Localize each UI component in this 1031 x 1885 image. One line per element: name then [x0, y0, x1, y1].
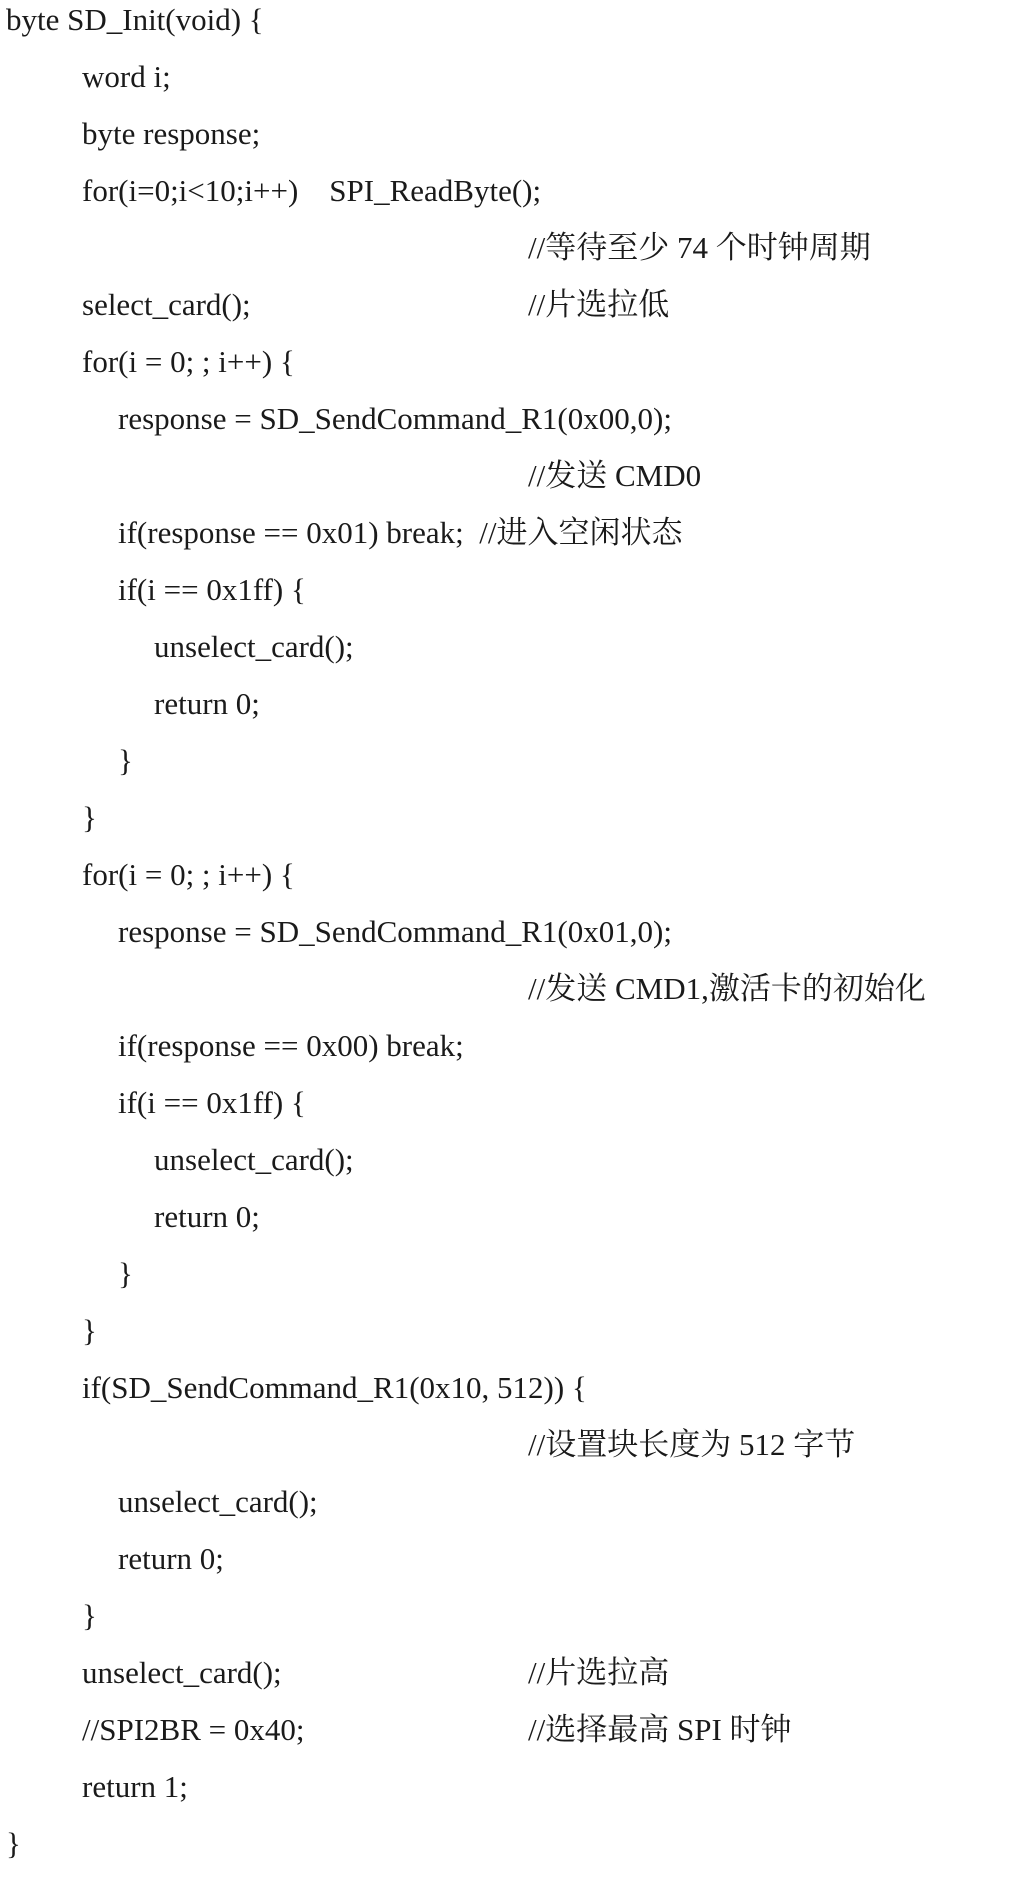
code-line: [0, 619, 1031, 675]
code-text: }: [118, 1256, 133, 1291]
code-line: [0, 1360, 1031, 1416]
code-line: [0, 1132, 1031, 1188]
code-line: [0, 163, 1031, 219]
code-line: [0, 220, 1031, 276]
code-text: if(SD_SendCommand_R1(0x10, 512)) {: [82, 1370, 587, 1405]
code-text: return 1;: [82, 1769, 188, 1804]
code-text: return 0;: [118, 1541, 224, 1576]
code-text: byte response;: [82, 116, 261, 151]
code-line: [0, 1588, 1031, 1644]
code-line: [0, 391, 1031, 447]
code-text: if(i == 0x1ff) {: [118, 1085, 306, 1120]
code-text: response = SD_SendCommand_R1(0x01,0);: [118, 914, 672, 949]
code-line: [0, 49, 1031, 105]
code-comment: //发送 CMD1,激活卡的初始化: [528, 971, 926, 1006]
code-line: [0, 334, 1031, 390]
code-text: byte SD_Init(void) {: [6, 2, 264, 37]
code-line: [0, 1759, 1031, 1815]
code-comment: //片选拉高: [528, 1655, 670, 1690]
code-line: [0, 847, 1031, 903]
code-line: [0, 505, 1031, 561]
code-text: }: [118, 743, 133, 778]
code-line: [0, 1702, 1031, 1758]
code-text: }: [6, 1826, 21, 1861]
code-line: [0, 1246, 1031, 1302]
code-comment: //选择最高 SPI 时钟: [528, 1712, 792, 1747]
code-text: return 0;: [154, 686, 260, 721]
code-line: [0, 1018, 1031, 1074]
code-line: [0, 1474, 1031, 1530]
code-line: [0, 562, 1031, 618]
code-line: [0, 1645, 1031, 1701]
code-text: if(response == 0x01) break; //进入空闲状态: [118, 515, 683, 550]
code-text: for(i = 0; ; i++) {: [82, 857, 295, 892]
code-text: unselect_card();: [82, 1655, 282, 1690]
code-line: [0, 277, 1031, 333]
code-text: select_card();: [82, 287, 251, 322]
code-line: [0, 106, 1031, 162]
code-line: [0, 1816, 1031, 1872]
code-comment: //发送 CMD0: [528, 458, 702, 493]
code-text: unselect_card();: [154, 629, 354, 664]
code-line: [0, 448, 1031, 504]
code-text: if(response == 0x00) break;: [118, 1028, 464, 1063]
code-comment: //设置块长度为 512 字节: [528, 1427, 856, 1462]
code-line: [0, 961, 1031, 1017]
code-line: [0, 1531, 1031, 1587]
code-text: //SPI2BR = 0x40;: [82, 1712, 305, 1747]
code-text: unselect_card();: [118, 1484, 318, 1519]
code-line: [0, 904, 1031, 960]
code-line: [0, 1417, 1031, 1473]
code-text: for(i=0;i<10;i++) SPI_ReadByte();: [82, 173, 542, 208]
code-text: if(i == 0x1ff) {: [118, 572, 306, 607]
code-line: [0, 0, 1031, 48]
code-text: for(i = 0; ; i++) {: [82, 344, 295, 379]
code-text: response = SD_SendCommand_R1(0x00,0);: [118, 401, 672, 436]
code-line: [0, 1303, 1031, 1359]
code-text: return 0;: [154, 1199, 260, 1234]
code-line: [0, 790, 1031, 846]
code-line: [0, 733, 1031, 789]
code-comment: //片选拉低: [528, 287, 670, 322]
code-text: }: [82, 1598, 97, 1633]
code-text: word i;: [82, 59, 171, 94]
code-line: [0, 676, 1031, 732]
code-line: [0, 1189, 1031, 1245]
code-text: unselect_card();: [154, 1142, 354, 1177]
code-line: [0, 1075, 1031, 1131]
code-comment: //等待至少 74 个时钟周期: [528, 230, 871, 265]
code-text: }: [82, 1313, 97, 1348]
code-text: }: [82, 800, 97, 835]
